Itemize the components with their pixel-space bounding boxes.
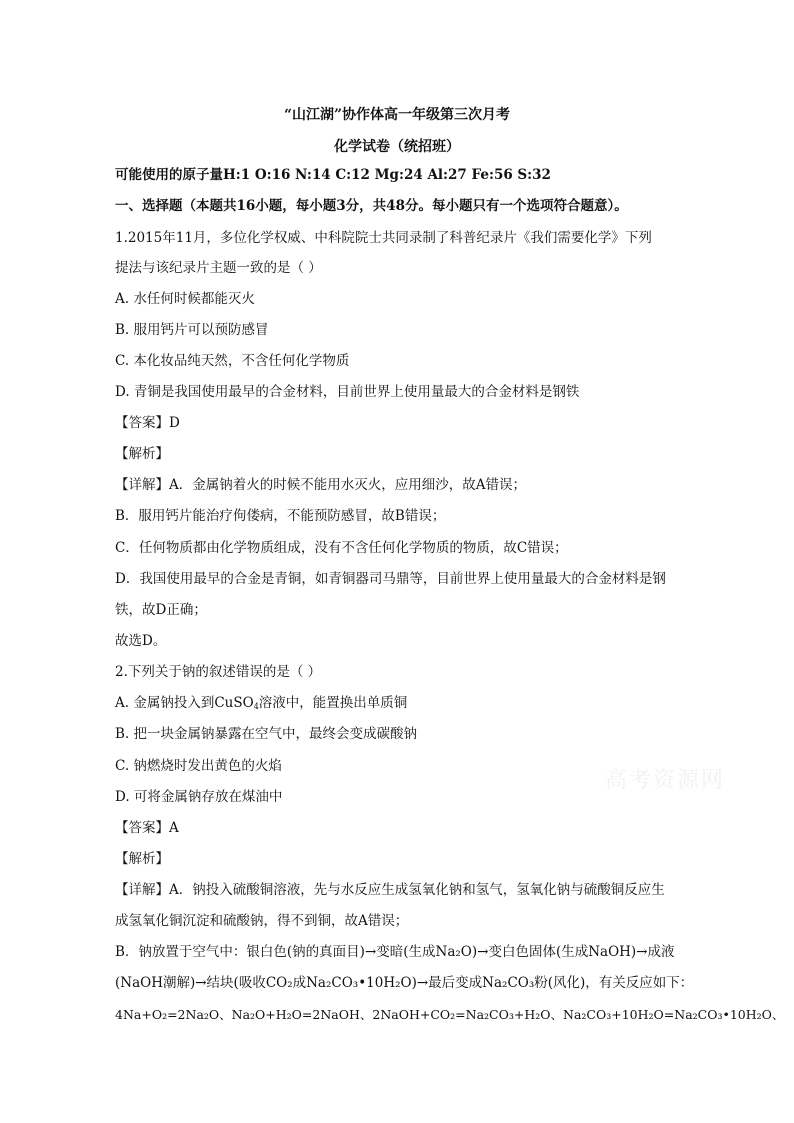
- q2-answer: 【答案】A: [115, 820, 179, 836]
- q1-answer: 【答案】D: [115, 415, 180, 431]
- watermark: 高考资源网: [605, 768, 726, 793]
- q2-analysis-label: 【解析】: [115, 851, 169, 867]
- q1-option-b: B. 服用钙片可以预防感冒: [115, 322, 269, 338]
- q1-stem-line1: 1.2015年11月，多位化学权威、中科院院士共同录制了科普纪录片《我们需要化学》下列: [115, 230, 652, 246]
- q2-option-a: [115, 694, 715, 712]
- q1-detail-a: 【详解】A．金属钠着火的时候不能用水灭火，应用细沙，故A错误；: [115, 477, 526, 493]
- q2-option-a-pre: A. 金属钠投入到: [115, 695, 215, 711]
- q2-option-a-subscript: 4: [253, 702, 259, 711]
- q1-analysis-label: 【解析】: [115, 446, 169, 462]
- q1-detail-b: B．服用钙片能治疗佝偻病，不能预防感冒，故B错误；: [115, 508, 446, 524]
- q2-detail-b-line2: (NaOH潮解)→结块(吸收CO₂成Na₂CO₃•10H₂O)→最后变成Na₂CO₃粉(风化)，有关反应如下：: [115, 975, 694, 991]
- q2-option-d: D. 可将金属钠存放在煤油中: [115, 789, 283, 805]
- q1-option-a: A. 水任何时候都能灭火: [115, 291, 255, 307]
- q2-detail-a-line1: 【详解】A．钠投入硫酸铜溶液，先与水反应生成氢氧化钠和氢气，氢氧化钠与硫酸铜反应生: [115, 882, 665, 898]
- q2-option-a-post: 溶液中，能置换出单质铜: [258, 695, 408, 711]
- exam-subtitle: 化学试卷（统招班）: [334, 139, 460, 155]
- q2-stem: 2.下列关于钠的叙述错误的是（ ）: [115, 664, 322, 680]
- q1-detail-c: C．任何物质都由化学物质组成，没有不含任何化学物质的物质，故C错误；: [115, 540, 568, 556]
- q2-option-c: C. 钠燃烧时发出黄色的火焰: [115, 758, 282, 774]
- atomic-masses: 可能使用的原子量H:1 O:16 N:14 C:12 Mg:24 Al:27 Fe:56 S:32: [115, 167, 551, 183]
- q1-stem-line2: 提法与该纪录片主题一致的是（ ）: [115, 260, 322, 276]
- q2-option-b: B. 把一块金属钠暴露在空气中，最终会变成碳酸钠: [115, 726, 418, 742]
- q1-option-d: D. 青铜是我国使用最早的合金材料，目前世界上使用量最大的合金材料是钢铁: [115, 384, 580, 400]
- q1-conclusion: 故选D。: [115, 633, 167, 649]
- q1-detail-d-line2: 铁，故D正确；: [115, 602, 207, 618]
- q1-option-c: C. 本化妆品纯天然，不含任何化学物质: [115, 353, 350, 369]
- q1-detail-d-line1: D．我国使用最早的合金是青铜，如青铜器司马鼎等，目前世界上使用量最大的合金材料是钢: [115, 571, 666, 587]
- q2-detail-a-line2: 成氢氧化铜沉淀和硫酸钠，得不到铜，故A错误；: [115, 913, 409, 929]
- exam-title: “山江湖”协作体高一年级第三次月考: [283, 107, 511, 123]
- q2-option-a-formula: CuSO: [214, 695, 254, 711]
- q2-detail-b-line1: B．钠放置于空气中：银白色(钠的真面目)→变暗(生成Na₂O)→变白色固体(生成NaOH)→成液: [115, 944, 675, 960]
- section-heading: 一、选择题（本题共16小题，每小题3分，共48分。每小题只有一个选项符合题意）。: [115, 198, 628, 214]
- q2-detail-b-line3: 4Na+O₂=2Na₂O、Na₂O+H₂O=2NaOH、2NaOH+CO₂=Na₂CO₃+H₂O、Na₂CO₃+10H₂O=Na₂CO₃•10H₂O、: [115, 1007, 785, 1022]
